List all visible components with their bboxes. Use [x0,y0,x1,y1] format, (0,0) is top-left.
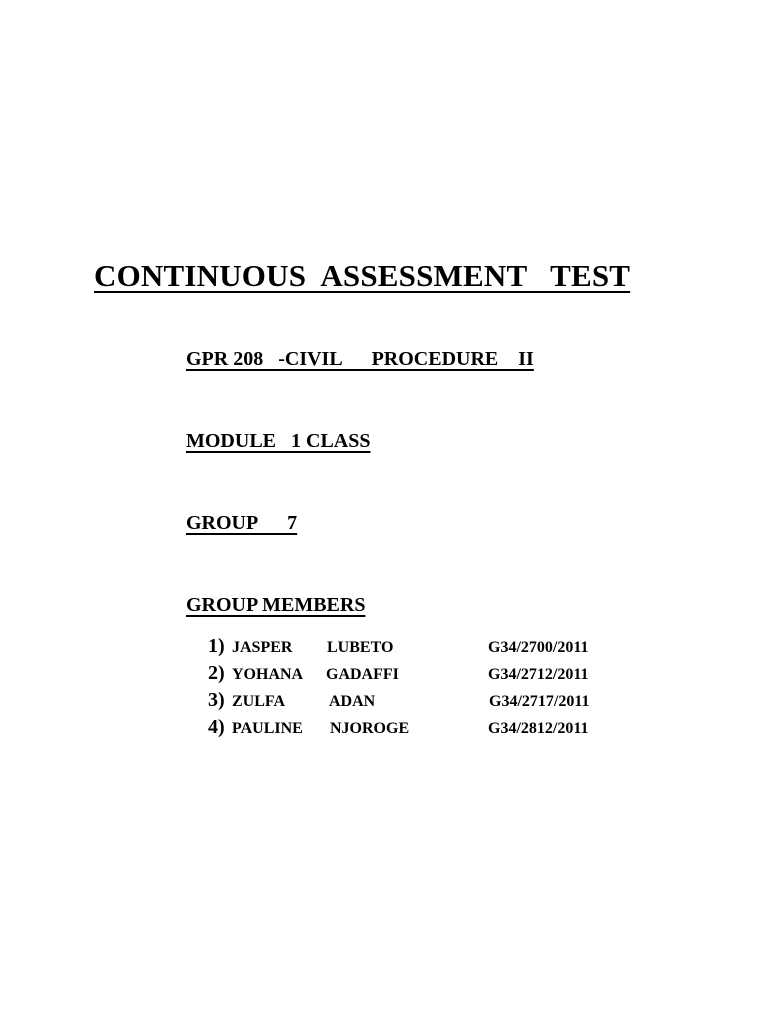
member-first-name: PAULINE [232,720,303,737]
member-first-name: JASPER [232,639,293,656]
members-list [208,635,628,743]
members-heading: GROUP MEMBERS [186,594,366,616]
member-number: 4) [208,716,225,738]
member-number: 2) [208,662,225,684]
group-heading: GROUP 7 [186,512,298,534]
member-row [208,689,628,716]
member-reg-number: G34/2700/2011 [488,639,589,656]
member-last-name: GADAFFI [326,666,399,683]
member-last-name: LUBETO [327,639,394,656]
member-first-name: ZULFA [232,693,286,710]
document-title: CONTINUOUS ASSESSMENT TEST [94,258,631,293]
module-heading: MODULE 1 CLASS [186,430,371,452]
member-reg-number: G34/2712/2011 [488,666,589,683]
member-last-name: NJOROGE [330,720,410,737]
member-number: 3) [208,689,225,711]
member-row [208,716,628,743]
member-last-name: ADAN [329,693,376,710]
member-first-name: YOHANA [232,666,304,683]
member-row [208,635,628,662]
course-heading: GPR 208 -CIVIL PROCEDURE II [186,348,534,370]
member-number: 1) [208,635,225,657]
member-reg-number: G34/2717/2011 [489,693,590,710]
member-row [208,662,628,689]
member-reg-number: G34/2812/2011 [488,720,589,737]
